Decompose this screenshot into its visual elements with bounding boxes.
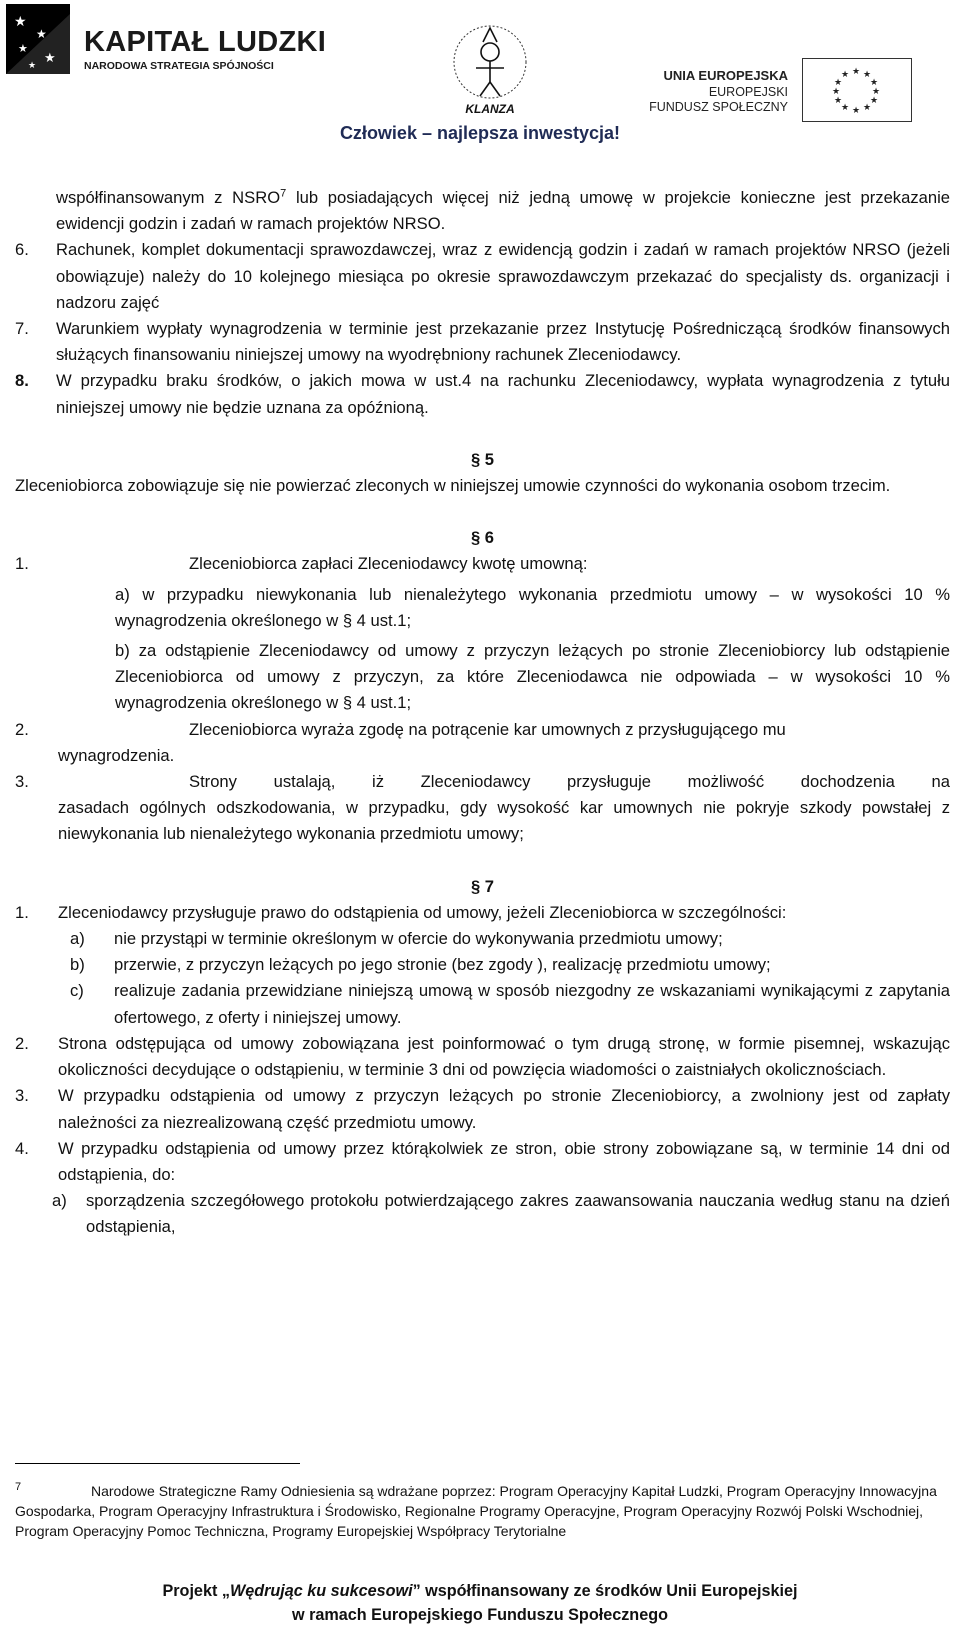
list-number: 1.	[15, 554, 29, 574]
klanza-logo	[440, 20, 540, 120]
svg-text:★: ★	[833, 96, 843, 106]
s6-item-2	[15, 717, 950, 769]
footnote-reference: 7	[280, 187, 287, 200]
page-footer	[0, 1579, 960, 1627]
sub-text: sporządzenia szczegółowego protokołu potwierdzającego zakres zaawansowania nauczania według stanu na dzień odstąpienia,	[86, 1191, 950, 1237]
continued-paragraph	[15, 185, 950, 237]
footer-line1	[0, 1579, 960, 1603]
s7-item-1-c	[15, 978, 950, 1030]
list-item-7	[15, 316, 950, 368]
list-number: 8.	[15, 371, 29, 391]
svg-text:★: ★	[831, 87, 841, 97]
s7-item-1-b	[15, 952, 950, 978]
header-tagline: Człowiek – najlepsza inwestycja!	[339, 123, 621, 143]
svg-text:★: ★	[840, 70, 850, 80]
list-number: 3.	[15, 772, 29, 792]
list-number: 2.	[15, 1033, 29, 1053]
svg-text:★: ★	[862, 70, 872, 80]
sub-text: realizuje zadania przewidziane niniejszą umową w sposób niezgodny ze wskazaniami wynikającymi z zapytania ofertowego, z oferty i niniejszej umowy.	[114, 981, 950, 1027]
footer-suffix: ” współfinansowany ze środków Unii Europejskiej	[412, 1582, 798, 1600]
section-heading-5: § 5	[470, 449, 495, 469]
list-number: 4.	[15, 1138, 29, 1158]
list-text: W przypadku odstąpienia od umowy przez którąkolwiek ze stron, obie strony zobowiązane są, w terminie 14 dni od odstąpienia, do:	[58, 1138, 950, 1184]
s6-item-3	[15, 769, 950, 848]
sub-marker: c)	[70, 981, 84, 1001]
s6-item-1-a: a) w przypadku niewykonania lub nienależytego wykonania przedmiotu umowy – w wysokości 10 % wynagrodzenia określonego w § 4 ust.1;	[115, 584, 950, 630]
list-text-rest: zasadach ogólnych odszkodowania, w przypadku, gdy wysokość kar umownych nie pokryje szkody powstałej z niewykonania lub nienależytego wykonania przedmiotu umowy;	[58, 798, 950, 844]
document-body	[15, 185, 950, 1241]
list-number: 1.	[15, 902, 29, 922]
list-text: Warunkiem wypłaty wynagrodzenia w terminie jest przekazanie przez Instytucję Pośredniczącą środków finansowych służących finansowaniu niniejszej umowy na wyodrębniony rachunek Zleceniodawcy.	[56, 319, 950, 365]
logo-title: KAPITAŁ LUDZKI	[84, 26, 327, 58]
sub-marker: b)	[70, 955, 85, 975]
page-header	[0, 0, 960, 150]
list-number: 7.	[15, 319, 29, 339]
section-heading-6: § 6	[470, 528, 495, 548]
list-text-lead: Strony ustalają, iż Zleceniodawcy przysługuje możliwość dochodzenia na	[189, 772, 950, 792]
continued-text: współfinansowanym z NSRO	[56, 188, 281, 207]
logo-subtitle: NARODOWA STRATEGIA SPÓJNOŚCI	[84, 60, 274, 72]
s7-item-2	[15, 1031, 950, 1083]
svg-text:★: ★	[851, 106, 861, 116]
eu-logo-line1: UNIA EUROPEJSKA	[663, 68, 788, 83]
s7-item-1-a	[15, 926, 950, 952]
footer-prefix: Projekt „	[162, 1582, 230, 1600]
svg-text:★: ★	[28, 61, 37, 71]
list-number: 3.	[15, 1086, 29, 1106]
svg-text:★: ★	[869, 96, 879, 106]
klanza-name: KLANZA	[465, 102, 515, 116]
svg-text:★: ★	[36, 27, 47, 41]
footer-line2: w ramach Europejskiego Funduszu Społecznego	[292, 1606, 668, 1624]
svg-text:★: ★	[14, 14, 27, 30]
list-text: Zleceniodawcy przysługuje prawo do odstąpienia od umowy, jeżeli Zleceniobiorca w szczególności:	[58, 902, 787, 922]
s7-item-1	[15, 900, 950, 926]
footnote-separator	[15, 1463, 300, 1464]
list-text: Strona odstępująca od umowy zobowiązana jest poinformować o tym drugą stronę, w formie pisemnej, wskazując okoliczności decydujące o odstąpieniu, w terminie 3 dni od powzięcia wiadomości o zaistniałych okolicznościach.	[58, 1033, 950, 1080]
project-title: Wędrując ku sukcesowi	[229, 1582, 413, 1600]
section-5-text: Zleceniobiorca zobowiązuje się nie powierzać zleconych w niniejszej umowie czynności do wykonania osobom trzecim.	[15, 476, 891, 496]
s6-item-1-b: b) za odstąpienie Zleceniodawcy od umowy z przyczyn leżących po stronie Zleceniobiorcy lub odstąpienie Zleceniobiorca od umowy z przyczyn, za które Zleceniodawca nie odpowiada – w wysokości 10 % wynagrodzenia określonego w § 4 ust.1;	[115, 641, 950, 713]
footnote-text: Narodowe Strategiczne Ramy Odniesienia są wdrażane poprzez: Program Operacyjny Kapitał Ludzki, Program Operacyjny Innowacyjna Gospodarka, Program Operacyjny Infrastruktura i Środowisko, Regionalne Programy Operacyjne, Program Operacyjny Rozwój Polski Wschodniej, Program Operacyjny Pomoc Techniczna, Programy Europejskiej Współpracy Terytorialne	[15, 1483, 937, 1539]
s6-item-1	[15, 551, 950, 577]
s7-item-3	[15, 1083, 950, 1135]
svg-text:★: ★	[869, 78, 879, 88]
klanza-figure-icon	[440, 20, 540, 104]
continued-text-rest: lub posiadających więcej niż jedną umowę w projekcie konieczne jest przekazanie ewidencji godzin i zadań w ramach projektów NRSO.	[56, 188, 951, 234]
list-text: Zleceniobiorca zapłaci Zleceniodawcy kwotę umowną:	[189, 554, 588, 574]
svg-text:★: ★	[851, 67, 861, 77]
list-text: W przypadku odstąpienia od umowy z przyczyn leżących po stronie Zleceniobiorcy, a zwolniony jest od zapłaty należności za niezrealizowaną część przedmiotu umowy.	[58, 1086, 950, 1132]
eu-logo-line3: FUNDUSZ SPOŁECZNY	[649, 100, 788, 114]
s7-item-4	[15, 1136, 950, 1188]
list-number: 6.	[15, 240, 29, 260]
footnote	[15, 1481, 945, 1541]
sub-text: przerwie, z przyczyn leżących po jego stronie (bez zgody ), realizację przedmiotu umowy;	[114, 955, 771, 975]
svg-text:★: ★	[44, 51, 56, 66]
svg-text:★: ★	[840, 103, 850, 113]
kapital-ludzki-emblem-icon	[6, 4, 70, 74]
list-text: W przypadku braku środków, o jakich mowa w ust.4 na rachunku Zleceniodawcy, wypłata wynagrodzenia z tytułu niniejszej umowy nie będzie uznana za opóźnioną.	[56, 371, 950, 417]
svg-text:★: ★	[833, 78, 843, 88]
s7-item-4-a	[15, 1188, 950, 1240]
svg-text:★: ★	[862, 103, 872, 113]
list-text-lead: Zleceniobiorca wyraża zgodę na potrącenie kar umownych z przysługującego mu	[189, 719, 786, 739]
section-heading-7: § 7	[470, 876, 495, 896]
footnote-number: 7	[15, 1481, 22, 1493]
svg-text:★: ★	[18, 42, 28, 55]
eu-logo	[649, 58, 950, 130]
list-item-8	[15, 368, 950, 420]
sub-text: nie przystąpi w terminie określonym w ofercie do wykonywania przedmiotu umowy;	[114, 929, 723, 949]
eu-flag-icon	[802, 58, 912, 122]
eu-logo-line2: EUROPEJSKI	[708, 85, 788, 99]
list-item-6	[15, 237, 950, 316]
sub-marker: a)	[52, 1191, 67, 1211]
sub-marker: a)	[70, 929, 85, 949]
list-text-rest: wynagrodzenia.	[58, 745, 175, 765]
kapital-ludzki-logo	[6, 4, 327, 74]
list-text: Rachunek, komplet dokumentacji sprawozdawczej, wraz z ewidencją godzin i zadań w ramach projektów NRSO (jeżeli obowiązuje) należy do 10 kolejnego miesiąca po okresie sprawozdawczym przekazać do specjalisty ds. organizacji i nadzoru zajęć	[56, 240, 950, 312]
list-number: 2.	[15, 719, 29, 739]
svg-text:★: ★	[871, 87, 881, 97]
